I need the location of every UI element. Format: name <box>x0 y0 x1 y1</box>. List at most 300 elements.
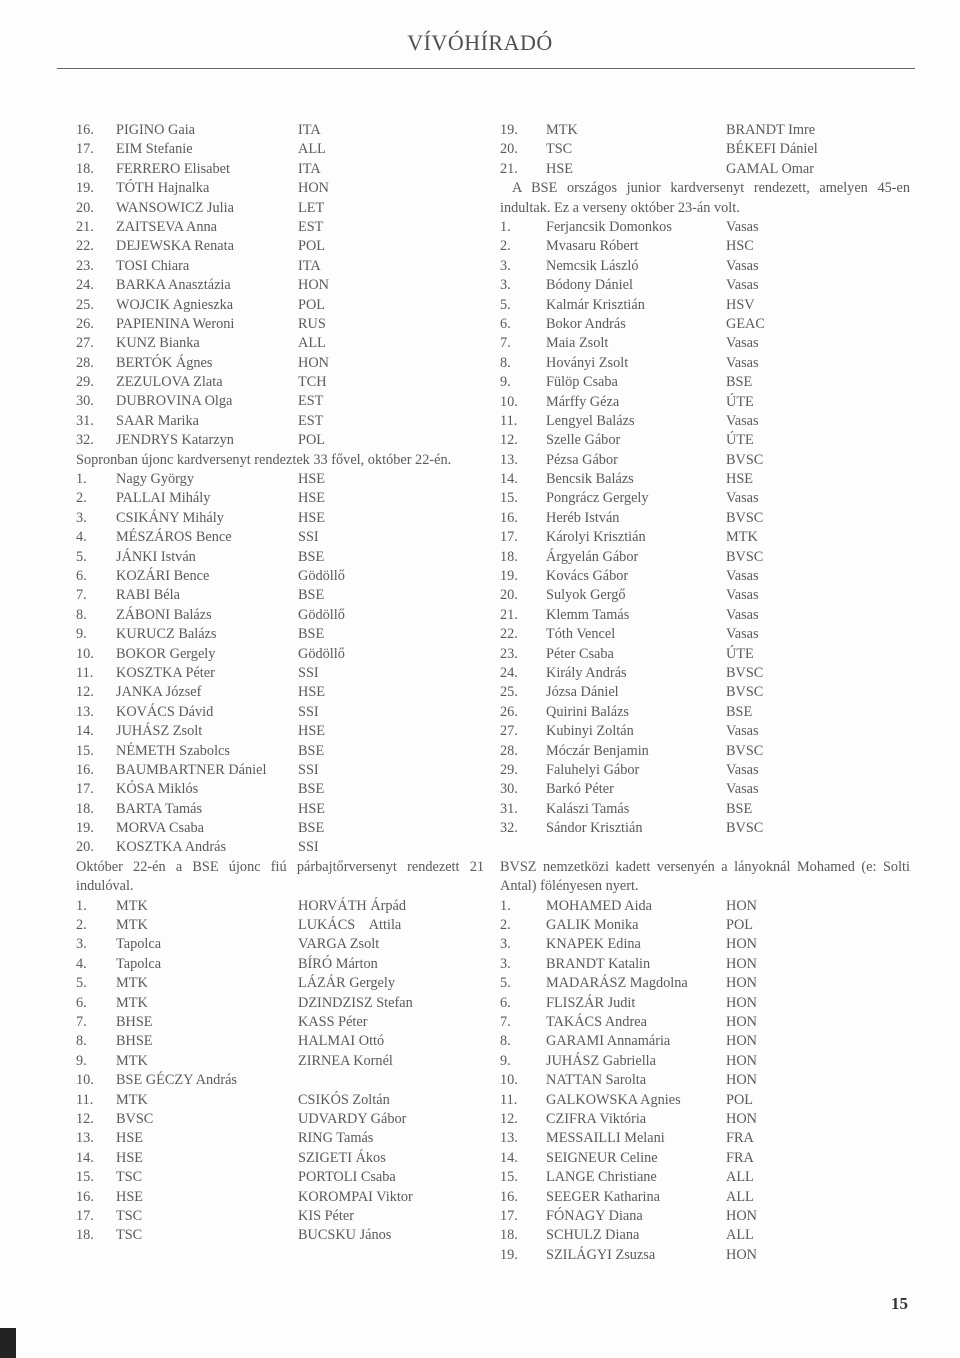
entry-affiliation: HALMAI Ottó <box>298 1033 385 1050</box>
rank: 18. <box>500 548 518 565</box>
entry-affiliation: ÚTE <box>726 432 754 449</box>
entry-affiliation: ALL <box>726 1169 754 1186</box>
entry-affiliation: Vasas <box>726 335 759 352</box>
list-item <box>500 819 910 838</box>
entry-affiliation: HSE <box>726 471 754 488</box>
entry-affiliation: BÉKEFI Dániel <box>726 141 818 158</box>
rank: 26. <box>76 315 94 332</box>
entry-affiliation: BSE <box>298 587 325 604</box>
entry-affiliation: KASS Péter <box>298 1014 368 1031</box>
entry-affiliation: ALL <box>298 335 326 352</box>
rank: 9. <box>76 1052 87 1069</box>
entry-affiliation: POL <box>726 917 754 934</box>
entry-name: MTK <box>116 975 148 992</box>
rank: 9. <box>500 1052 511 1069</box>
rank: 20. <box>500 587 518 604</box>
rank: 16. <box>500 509 518 526</box>
rank: 7. <box>500 335 511 352</box>
left-column <box>76 121 484 1246</box>
entry-name: Király András <box>546 664 627 681</box>
list-item <box>76 838 484 857</box>
rank: 31. <box>500 800 518 817</box>
rank: 14. <box>500 1149 518 1166</box>
sopron-intro: Sopronban újonc kardversenyt rendeztek 33 fővel, október 22-én. <box>76 451 452 468</box>
rank: 16. <box>76 761 94 778</box>
entry-name: MADARÁSZ Magdolna <box>546 975 688 992</box>
entry-affiliation: BVSC <box>726 820 764 837</box>
entry-name: PIGINO Gaia <box>116 122 196 138</box>
rank: 3. <box>500 955 511 972</box>
rank: 12. <box>500 432 518 449</box>
rank: 6. <box>500 315 511 332</box>
list-item <box>500 1032 910 1051</box>
entry-name: Ferjancsik Domonkos <box>546 218 672 235</box>
entry-affiliation: RUS <box>298 315 326 332</box>
entry-affiliation: HON <box>726 1246 757 1263</box>
page-title: VÍVÓHÍRADÓ <box>407 30 553 55</box>
junior-list <box>500 218 910 839</box>
list-item <box>76 489 484 508</box>
entry-affiliation: Gödöllő <box>298 606 345 623</box>
rank: 8. <box>500 1033 511 1050</box>
list-item <box>500 916 910 935</box>
rank: 1. <box>76 897 87 914</box>
entry-name: HSE <box>116 1188 144 1205</box>
entry-name: Nagy György <box>116 471 194 488</box>
list-item <box>76 1032 484 1051</box>
entry-affiliation: MTK <box>726 529 758 546</box>
entry-name: BOKOR Gergely <box>116 645 216 662</box>
entry-name: JANKA József <box>116 684 202 701</box>
list-item <box>76 1110 484 1129</box>
list-item <box>76 509 484 528</box>
rank: 2. <box>500 238 511 255</box>
list-item <box>76 237 484 256</box>
entry-affiliation: BRANDT Imre <box>726 122 816 138</box>
list-item <box>500 393 910 412</box>
entry-affiliation: BSE <box>298 548 325 565</box>
rank: 19. <box>500 568 518 585</box>
entry-name: MESSAILLI Melani <box>546 1130 665 1147</box>
list-item <box>500 1091 910 1110</box>
rank: 21. <box>500 606 518 623</box>
entry-affiliation: ALL <box>298 141 326 158</box>
entry-name: Pongrácz Gergely <box>546 490 649 507</box>
entry-affiliation: Vasas <box>726 723 759 740</box>
rank: 14. <box>500 471 518 488</box>
list-item <box>500 276 910 295</box>
entry-name: CZIFRA Viktória <box>546 1110 647 1127</box>
list-item <box>500 218 910 237</box>
entry-name: SZILÁGYI Zsuzsa <box>546 1246 656 1263</box>
entry-affiliation: BSE <box>726 374 753 391</box>
entry-affiliation: HSE <box>298 684 326 701</box>
entry-affiliation: POL <box>298 296 326 313</box>
entry-name: PALLAI Mihály <box>116 490 211 507</box>
entry-affiliation: HON <box>726 1033 757 1050</box>
list-item <box>500 451 910 470</box>
rank: 23. <box>500 645 518 662</box>
rank: 5. <box>76 548 87 565</box>
rank: 29. <box>500 761 518 778</box>
rank: 29. <box>76 374 94 391</box>
list-item <box>500 780 910 799</box>
entry-name: MTK <box>116 1091 148 1108</box>
rank: 15. <box>500 1169 518 1186</box>
entry-affiliation: ZIRNEA Kornél <box>298 1052 393 1069</box>
list-item <box>76 916 484 935</box>
rank: 10. <box>500 393 518 410</box>
rank: 19. <box>500 122 518 138</box>
list-item <box>76 645 484 664</box>
entry-name: BVSC <box>116 1110 154 1127</box>
entry-affiliation: EST <box>298 218 324 235</box>
entry-affiliation: DZINDZISZ Stefan <box>298 994 413 1011</box>
entry-name: Pézsa Gábor <box>546 451 618 468</box>
entry-affiliation: SSI <box>298 839 319 856</box>
list-item <box>76 218 484 237</box>
entry-affiliation: TCH <box>298 374 327 391</box>
entry-name: Tóth Vencel <box>546 626 616 643</box>
list-item <box>500 1226 910 1245</box>
entry-name: SEEGER Katharina <box>546 1188 660 1205</box>
list-item <box>76 354 484 373</box>
entry-name: Tapolca <box>116 955 162 972</box>
entry-name: LANGE Christiane <box>546 1169 657 1186</box>
list-item <box>500 567 910 586</box>
list-item <box>500 528 910 547</box>
entry-affiliation: Vasas <box>726 606 759 623</box>
entry-name: JÁNKI István <box>116 548 196 565</box>
entry-affiliation: HON <box>726 1110 757 1127</box>
entry-name: BRANDT Katalin <box>546 955 651 972</box>
entry-affiliation: BVSC <box>726 509 764 526</box>
entry-name: Árgyelán Gábor <box>546 548 639 565</box>
entry-affiliation: FRA <box>726 1130 754 1147</box>
entry-name: GALKOWSKA Agnies <box>546 1091 681 1108</box>
list-item <box>76 683 484 702</box>
list-item <box>76 586 484 605</box>
junior-intro: A BSE országos junior kardversenyt rendezett, amelyen 45-en indultak. Ez a verseny október 23-án volt. <box>500 180 910 216</box>
list-item <box>500 548 910 567</box>
entry-affiliation: LÁZÁR Gergely <box>298 975 396 992</box>
list-item <box>500 1110 910 1129</box>
list-item <box>76 1071 484 1090</box>
entry-affiliation: BVSC <box>726 548 764 565</box>
entry-name: MORVA Csaba <box>116 820 204 837</box>
rank: 11. <box>76 1091 94 1108</box>
entry-name: DUBROVINA Olga <box>116 393 233 410</box>
rank: 8. <box>76 606 87 623</box>
entry-affiliation: HORVÁTH Árpád <box>298 897 407 914</box>
list-item <box>76 935 484 954</box>
rank: 6. <box>500 994 511 1011</box>
list-item <box>76 121 484 140</box>
entry-name: Móczár Benjamin <box>546 742 649 759</box>
rank: 15. <box>500 490 518 507</box>
entry-affiliation: HON <box>726 897 757 914</box>
entry-affiliation: Vasas <box>726 781 759 798</box>
entry-name: BHSE <box>116 1033 153 1050</box>
entry-name: MTK <box>116 897 148 914</box>
rank: 21. <box>76 218 94 235</box>
entry-name: HSE <box>546 160 574 177</box>
list-item <box>76 548 484 567</box>
entry-affiliation: Vasas <box>726 412 759 429</box>
entry-affiliation: BÍRÓ Márton <box>298 955 378 972</box>
rank: 4. <box>76 955 87 972</box>
rank: 1. <box>500 218 511 235</box>
entry-affiliation: ITA <box>298 257 321 274</box>
list-item <box>500 1129 910 1148</box>
entry-affiliation: FRA <box>726 1149 754 1166</box>
list-item <box>500 334 910 353</box>
rank: 18. <box>76 1227 94 1244</box>
list-item <box>76 664 484 683</box>
entry-name: NATTAN Sarolta <box>546 1072 647 1089</box>
rank: 3. <box>500 277 511 294</box>
list-item <box>76 1207 484 1226</box>
list-item <box>76 257 484 276</box>
entry-affiliation: HON <box>298 277 329 294</box>
list-item <box>500 431 910 450</box>
rank: 5. <box>500 296 511 313</box>
entry-affiliation: HON <box>726 1014 757 1031</box>
entry-affiliation: BUCSKU János <box>298 1227 392 1244</box>
entry-affiliation: BSE <box>726 703 753 720</box>
list-item <box>76 199 484 218</box>
entry-name: TAKÁCS Andrea <box>546 1014 647 1031</box>
rank: 5. <box>500 975 511 992</box>
entry-name: WANSOWICZ Julia <box>116 199 234 216</box>
entry-affiliation: HSE <box>298 509 326 526</box>
list-item <box>500 1168 910 1187</box>
rank: 12. <box>76 1110 94 1127</box>
entry-affiliation: BSE <box>298 626 325 643</box>
women-list <box>76 121 484 451</box>
entry-name: BSE GÉCZY András <box>116 1072 237 1089</box>
list-item <box>500 1207 910 1226</box>
list-item <box>500 974 910 993</box>
rank: 27. <box>500 723 518 740</box>
list-item <box>500 897 910 916</box>
list-item <box>76 761 484 780</box>
rank: 3. <box>500 257 511 274</box>
list-item <box>76 431 484 450</box>
entry-name: Maia Zsolt <box>546 335 609 352</box>
entry-name: SEIGNEUR Celine <box>546 1149 658 1166</box>
list-item <box>500 315 910 334</box>
list-item <box>500 645 910 664</box>
entry-name: MTK <box>116 1052 148 1069</box>
list-item <box>76 1052 484 1071</box>
list-item <box>76 470 484 489</box>
rank: 2. <box>76 917 87 934</box>
entry-affiliation: HSE <box>298 723 326 740</box>
list-item <box>76 160 484 179</box>
list-item <box>500 935 910 954</box>
list-item <box>500 373 910 392</box>
entry-name: Mvasaru Róbert <box>546 238 639 255</box>
entry-affiliation: ÚTE <box>726 645 754 662</box>
entry-affiliation: GEAC <box>726 315 765 332</box>
list-item <box>500 1052 910 1071</box>
rank: 26. <box>500 703 518 720</box>
entry-affiliation: HSE <box>298 471 326 488</box>
entry-name: ZEZULOVA Zlata <box>116 374 223 391</box>
list-item <box>76 897 484 916</box>
entry-name: Péter Csaba <box>546 645 614 662</box>
list-item <box>76 1129 484 1148</box>
list-item <box>500 703 910 722</box>
rank: 14. <box>76 723 94 740</box>
list-item <box>76 1149 484 1168</box>
entry-affiliation: HON <box>726 975 757 992</box>
list-item <box>76 412 484 431</box>
entry-name: BHSE <box>116 1014 153 1031</box>
entry-affiliation: GAMAL Omar <box>726 160 815 177</box>
rank: 10. <box>76 645 94 662</box>
section-spacer <box>500 838 910 857</box>
entry-name: BARTA Tamás <box>116 800 203 817</box>
team-list-cont <box>500 121 910 179</box>
entry-name: JUHÁSZ Gabriella <box>546 1052 656 1069</box>
cadet-list <box>500 897 910 1265</box>
entry-affiliation: VARGA Zsolt <box>298 936 380 953</box>
rank: 16. <box>500 1188 518 1205</box>
list-item <box>76 1013 484 1032</box>
rank: 8. <box>76 1033 87 1050</box>
entry-name: TÓTH Hajnalka <box>116 180 210 197</box>
entry-name: MTK <box>546 122 578 138</box>
entry-affiliation: HSV <box>726 296 755 313</box>
rank: 10. <box>76 1072 94 1089</box>
rank: 23. <box>76 257 94 274</box>
entry-affiliation: HON <box>726 955 757 972</box>
rank: 16. <box>76 1188 94 1205</box>
entry-affiliation: SSI <box>298 664 319 681</box>
entry-name: WOJCIK Agnieszka <box>116 296 234 313</box>
list-item <box>76 994 484 1013</box>
entry-affiliation: HSE <box>298 800 326 817</box>
entry-affiliation: PORTOLI Csaba <box>298 1169 396 1186</box>
rank: 1. <box>76 471 87 488</box>
entry-name: Károlyi Krisztián <box>546 529 646 546</box>
list-item <box>76 140 484 159</box>
entry-affiliation: LUKÁCS Attila <box>298 917 402 934</box>
rank: 19. <box>500 1246 518 1263</box>
entry-affiliation: BSE <box>726 800 753 817</box>
rank: 18. <box>76 800 94 817</box>
list-item <box>500 121 910 140</box>
rank: 28. <box>500 742 518 759</box>
entry-name: Szelle Gábor <box>546 432 621 449</box>
list-item <box>76 179 484 198</box>
list-item <box>500 296 910 315</box>
entry-affiliation: EST <box>298 412 324 429</box>
list-item <box>76 780 484 799</box>
rank: 7. <box>500 1014 511 1031</box>
rank: 20. <box>76 199 94 216</box>
rank: 3. <box>76 936 87 953</box>
rank: 2. <box>76 490 87 507</box>
entry-affiliation: UDVARDY Gábor <box>298 1110 407 1127</box>
rank: 11. <box>500 1091 518 1108</box>
entry-name: Nemcsik László <box>546 257 639 274</box>
entry-name: FERRERO Elisabet <box>116 160 230 177</box>
entry-affiliation: POL <box>298 238 326 255</box>
rank: 14. <box>76 1149 94 1166</box>
entry-name: FÓNAGY Diana <box>546 1207 643 1224</box>
entry-name: BARKA Anasztázia <box>116 277 231 294</box>
rank: 17. <box>76 141 94 158</box>
entry-name: MÉSZÁROS Bence <box>116 529 232 546</box>
entry-affiliation: BVSC <box>726 684 764 701</box>
entry-name: PAPIENINA Weroni <box>116 315 235 332</box>
entry-name: TSC <box>116 1227 143 1244</box>
entry-name: Fülöp Csaba <box>546 374 618 391</box>
entry-name: CSIKÁNY Mihály <box>116 509 224 526</box>
rank: 19. <box>76 820 94 837</box>
entry-affiliation: SSI <box>298 529 319 546</box>
list-item <box>500 1013 910 1032</box>
entry-name: SAAR Marika <box>116 412 199 429</box>
header-rule <box>57 68 915 69</box>
rank: 9. <box>500 374 511 391</box>
entry-name: KURUCZ Balázs <box>116 626 217 643</box>
list-item <box>76 625 484 644</box>
list-item <box>500 955 910 974</box>
entry-affiliation: Vasas <box>726 257 759 274</box>
entry-name: Sándor Krisztián <box>546 820 643 837</box>
rank: 22. <box>76 238 94 255</box>
entry-affiliation: ITA <box>298 122 321 138</box>
entry-name: ZAITSEVA Anna <box>116 218 218 235</box>
rank: 15. <box>76 1169 94 1186</box>
entry-affiliation: HON <box>726 994 757 1011</box>
team-list <box>76 897 484 1246</box>
rank: 25. <box>500 684 518 701</box>
team-intro: Október 22-én a BSE újonc fiú párbajtőrversenyt rendezett 21 indulóval. <box>76 858 484 895</box>
list-item <box>500 606 910 625</box>
list-item <box>76 722 484 741</box>
entry-name: KOZÁRI Bence <box>116 568 210 584</box>
entry-affiliation: ALL <box>726 1227 754 1244</box>
rank: 4. <box>76 529 87 546</box>
entry-affiliation: BSE <box>298 781 325 798</box>
rank: 6. <box>76 994 87 1011</box>
rank: 12. <box>500 1110 518 1127</box>
list-item <box>76 528 484 547</box>
entry-affiliation: HON <box>726 936 757 953</box>
entry-name: KUNZ Bianka <box>116 335 200 352</box>
page-number: 15 <box>891 1294 908 1313</box>
rank: 22. <box>500 626 518 643</box>
entry-name: GARAMI Annamária <box>546 1033 671 1050</box>
entry-name: KNAPEK Edina <box>546 936 641 953</box>
rank: 7. <box>76 587 87 604</box>
entry-name: Józsa Dániel <box>546 684 619 701</box>
entry-name: KOSZTKA Péter <box>116 664 215 681</box>
entry-name: GALIK Monika <box>546 917 639 934</box>
entry-name: KOSZTKA András <box>116 839 227 856</box>
entry-name: SCHULZ Diana <box>546 1227 640 1244</box>
entry-affiliation: Vasas <box>726 354 759 371</box>
entry-name: EIM Stefanie <box>116 141 193 158</box>
entry-name: Kalmár Krisztián <box>546 296 645 313</box>
list-item <box>500 586 910 605</box>
rank: 32. <box>76 432 94 449</box>
